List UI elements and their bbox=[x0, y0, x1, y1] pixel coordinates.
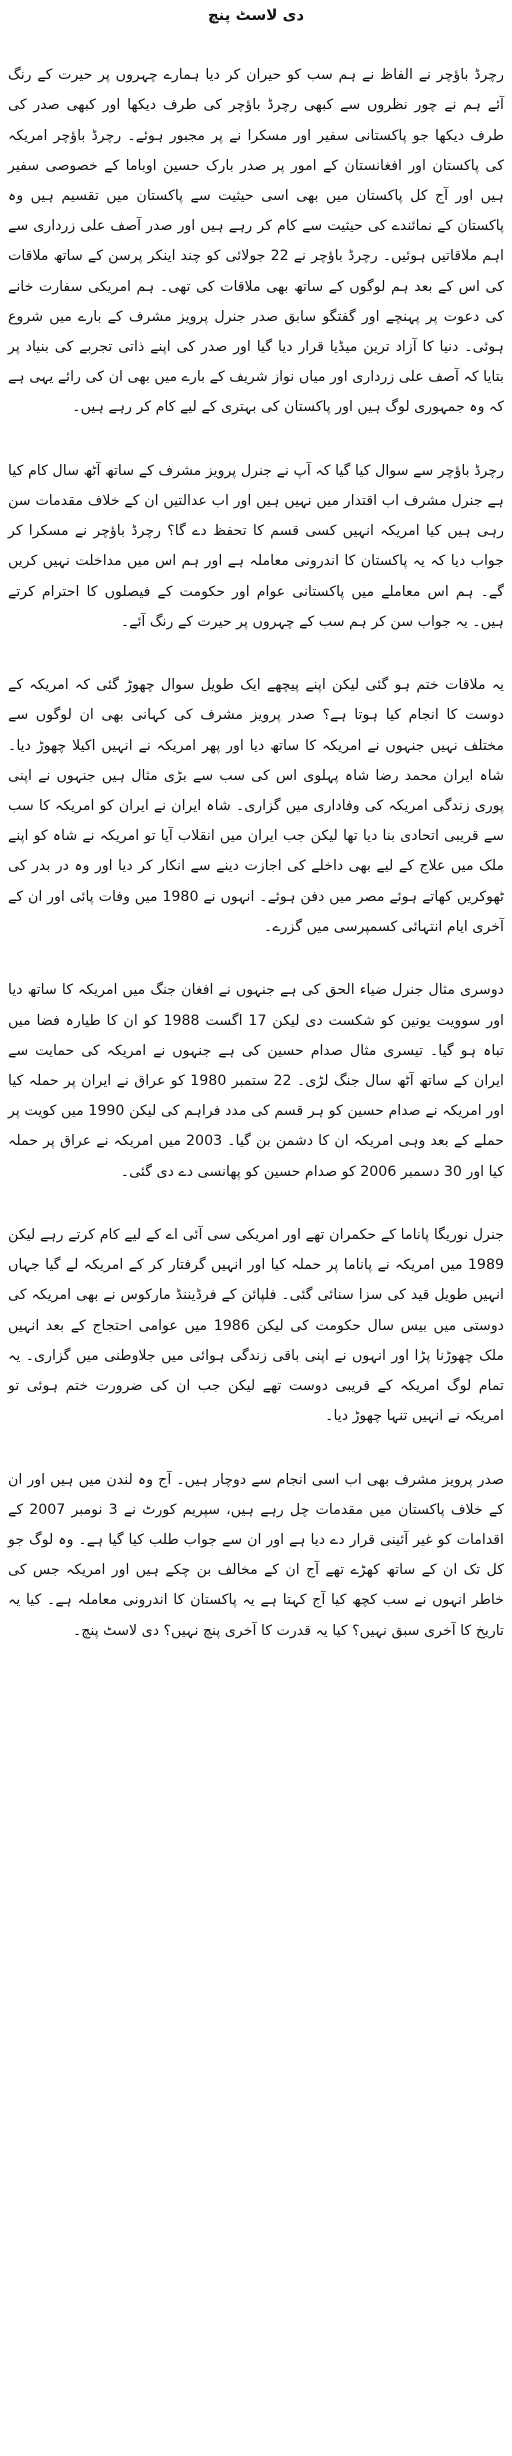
article-paragraph: رچرڈ باؤچر نے الفاظ نے ہم سب کو حیران کر دیا ہمارے چہروں پر حیرت کے رنگ آئے ہم نے چور نظروں سے کبھی رچرڈ باؤچر کی طرف دیکھا اور کبھی صدر کی طرف دیکھا جو پاکستانی سفیر اور مسکرا نے پر مجبور ہوئے۔ رچرڈ باؤچر امریکہ کی پاکستان اور افغانستان کے امور پر صدر بارک حسین اوباما کے خصوصی سفیر ہیں اور آج کل پاکستان میں بھی اسی حیثیت سے پاکستان میں تقسیم ہیں وہ پاکستان کے نمائندے کی حیثیت سے کام کر رہے ہیں اور صدر آصف علی زرداری سے اہم ملاقاتیں ہوئیں۔ رچرڈ باؤچر نے 22 جولائی کو چند اینکر پرسن کے ساتھ ملاقات کی اس کے بعد ہم لوگوں کے ساتھ بھی ملاقات کی تھی۔ ہم امریکی سفارت خانے کی دعوت پر پہنچے اور گفتگو سابق صدر جنرل پرویز مشرف کے بارے میں شروع ہوئی۔ دنیا کا آزاد ترین میڈیا قرار دیا گیا اور صدر کی اپنے ذاتی تجربے کی بنیاد پر بتایا کہ آصف علی زرداری اور میاں نواز شریف کے بارے میں بھی ان کی رائے یہی ہے کہ وہ جمہوری لوگ ہیں اور پاکستان کی بہتری کے لیے کام کر رہے ہیں۔ bbox=[8, 67, 504, 416]
article-body bbox=[8, 30, 504, 1679]
article-title: دی لاسٹ پنچ bbox=[207, 6, 305, 24]
article-paragraph: صدر پرویز مشرف بھی اب اسی انجام سے دوچار ہیں۔ آج وہ لندن میں ہیں اور ان کے خلاف پاکستان میں مقدمات چل رہے ہیں، سپریم کورٹ نے 3 نومبر 2007 کے اقدامات کو غیر آئینی قرار دے دیا ہے اور ان سے جواب طلب کیا گیا ہے۔ وہ لوگ جو کل تک ان کے ساتھ کھڑے تھے آج ان کے مخالف بن چکے ہیں اور امریکہ جس کی خاطر انہوں نے سب کچھ کیا آج کہتا ہے یہ پاکستان کا اندرونی معاملہ ہے۔ کیا یہ تاریخ کا آخری سبق نہیں؟ کیا یہ قدرت کا آخری پنچ نہیں؟ دی لاسٹ پنچ۔ bbox=[8, 1471, 504, 1639]
article-paragraph: رچرڈ باؤچر سے سوال کیا گیا کہ آپ نے جنرل پرویز مشرف کے ساتھ آٹھ سال کام کیا ہے جنرل مشرف اب اقتدار میں نہیں ہیں اور اب عدالتیں ان کے خلاف مقدمات سن رہی ہیں کیا امریکہ انہیں کسی قسم کا تحفظ دے گا؟ رچرڈ باؤچر نے مسکرا کر جواب دیا کہ یہ پاکستان کا اندرونی معاملہ ہے اور ہم اس میں مداخلت نہیں کریں گے۔ ہم اس معاملے میں پاکستانی عوام اور حکومت کے فیصلوں کا احترام کرتے ہیں۔ یہ جواب سن کر ہم سب کے چہروں پر حیرت کے رنگ آئے۔ bbox=[8, 462, 504, 630]
article-paragraph: یہ ملاقات ختم ہو گئی لیکن اپنے پیچھے ایک طویل سوال چھوڑ گئی کہ امریکہ کے دوست کا انجام کیا ہوتا ہے؟ صدر پرویز مشرف کی کہانی بھی ان لوگوں سے مختلف نہیں جنہوں نے امریکہ کا ساتھ دیا اور پھر امریکہ نے انہیں اکیلا چھوڑ دیا۔ شاہ ایران محمد رضا شاہ پہلوی اس کی سب سے بڑی مثال ہیں جنہوں نے اپنی پوری زندگی امریکہ کی وفاداری میں گزاری۔ شاہ ایران نے ایران کو امریکہ کا سب سے قریبی اتحادی بنا دیا تھا لیکن جب ایران میں انقلاب آیا تو امریکہ نے شاہ کو اپنے ملک میں علاج کے لیے بھی داخلے کی اجازت دینے سے انکار کر دیا اور وہ در بدر کی ٹھوکریں کھاتے ہوئے مصر میں دفن ہوئے۔ انہوں نے 1980 میں وفات پائی اور ان کے آخری ایام انتہائی کسمپرسی میں گزرے۔ bbox=[8, 677, 505, 935]
article-paragraph: جنرل نوریگا پاناما کے حکمران تھے اور امریکی سی آئی اے کے لیے کام کرتے رہے لیکن 1989 میں امریکہ نے پاناما پر حملہ کیا اور انہیں گرفتار کر کے امریکہ لے گیا جہاں انہیں طویل قید کی سزا سنائی گئی۔ فلپائن کے فرڈیننڈ مارکوس نے بھی امریکہ کی دوستی میں بیس سال حکومت کی لیکن 1986 میں عوامی احتجاج کے بعد انہیں ملک چھوڑنا پڑا اور انہوں نے اپنی باقی زندگی ہوائی میں جلاوطنی میں گزاری۔ یہ تمام لوگ امریکہ کے قریبی دوست تھے لیکن جب ان کی ضرورت ختم ہوئی تو امریکہ نے انہیں تنہا چھوڑ دیا۔ bbox=[8, 1226, 504, 1425]
article-paragraph: دوسری مثال جنرل ضیاء الحق کی ہے جنہوں نے افغان جنگ میں امریکہ کا ساتھ دیا اور سوویت یونین کو شکست دی لیکن 17 اگست 1988 کو ان کا طیارہ فضا میں تباہ ہو گیا۔ تیسری مثال صدام حسین کی ہے جنہوں نے امریکہ کی حمایت سے ایران کے ساتھ آٹھ سال جنگ لڑی۔ 22 ستمبر 1980 کو عراق نے ایران پر حملہ کیا اور امریکہ نے صدام حسین کو ہر قسم کی مدد فراہم کی لیکن 1990 میں کویت پر حملے کے بعد وہی امریکہ ان کا دشمن بن گیا۔ 2003 میں امریکہ نے عراق پر حملہ کیا اور 30 دسمبر 2006 کو صدام حسین کو پھانسی دے دی گئی۔ bbox=[8, 982, 505, 1180]
